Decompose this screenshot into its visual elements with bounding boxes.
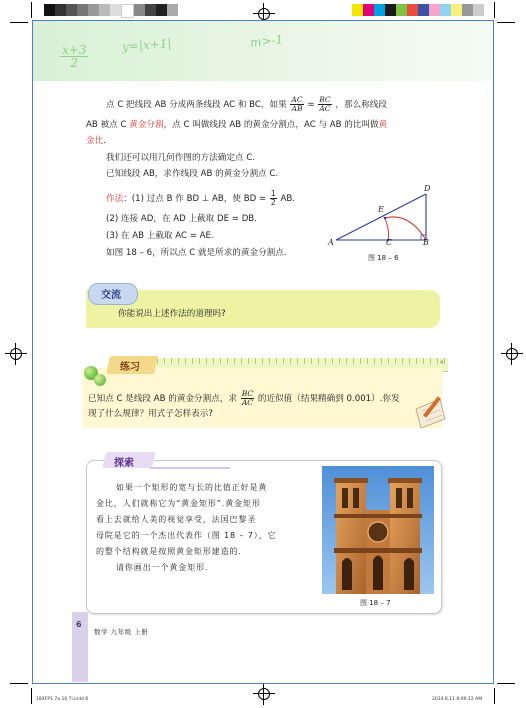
banner-formula-abs: y=|x+1|	[121, 36, 172, 54]
explore-text-line: 请你画出一个黄金矩形.	[116, 563, 209, 572]
practice-tick-number: 4	[440, 360, 444, 366]
figure-label-a: A	[328, 238, 334, 247]
explore-title: 探索	[114, 458, 134, 469]
paragraph-line: 金比.	[86, 136, 106, 146]
file-info: 18XFP1 7a 10 7i.indd 6	[36, 697, 89, 702]
book-title: 数学 九年级 上册	[94, 628, 149, 636]
construction-conclusion: 如图 18 – 6，所以点 C 就是所求的黄金分割点.	[106, 248, 287, 258]
notre-dame-photo	[322, 466, 434, 594]
construction-label: 作法	[106, 194, 124, 204]
figure-label-e: E	[378, 205, 384, 214]
registration-mark-left	[5, 343, 27, 365]
figure-18-6	[326, 182, 436, 262]
crop-mark	[494, 688, 495, 704]
paragraph-line: AB 被点 C 黄金分割，点 C 叫做线段 AB 的黄金分割点，AC 与 AB 的比叫做黄	[86, 120, 388, 130]
explore-text-line: 如果一个矩形的宽与长的比值正好是黄	[116, 483, 268, 492]
segment-ad	[336, 194, 426, 240]
timestamp: 2014.8.11 8:09:12 AM	[432, 697, 483, 702]
explore-accent-line	[150, 467, 230, 469]
term-golden-ratio: 黄	[378, 120, 388, 130]
figure-label-b: B	[423, 238, 429, 247]
crop-mark	[31, 688, 32, 704]
term-golden-ratio-cont: 金比	[86, 136, 104, 146]
arc-de	[385, 217, 426, 240]
arc-ac	[385, 218, 389, 240]
construction-step-2: (2) 连接 AD，在 AD 上截取 DE = DB.	[106, 214, 257, 224]
green-ball-icon	[94, 374, 106, 386]
figure-label-d: D	[424, 184, 431, 193]
page-number: 6	[76, 620, 82, 629]
explore-text-line: 金比，人们就称它为“黄金矩形”.黄金矩形	[96, 499, 261, 508]
paragraph-line: 已知线段 AB，求作线段 AB 的黄金分割点 C.	[106, 169, 279, 179]
fraction-bc-ac: $\frac{BC}{AC}$	[319, 95, 331, 113]
crop-mark	[31, 2, 32, 18]
banner-formula-fraction: x+3 2	[62, 43, 87, 70]
fraction-bc-ac-practice: $\frac{BC}{AC}$	[241, 389, 254, 407]
practice-question-line: 已知点 C 是线段 AB 的黄金分割点，求 $\frac{BC}{AC}$ 的近似值（结果精确到 0.001）.你发	[88, 389, 400, 407]
crop-mark	[494, 2, 495, 18]
grayscale-bar	[44, 4, 178, 16]
discussion-question: 你能说出上述作法的道理吗?	[118, 309, 226, 319]
construction-step-1: 作法：(1) 过点 B 作 BD ⊥ AB，使 BD = $\frac{1}{2}$ AB.	[106, 189, 295, 207]
discussion-title: 交流	[101, 290, 121, 301]
crop-mark	[10, 22, 28, 23]
construction-step-3: (3) 在 AB 上截取 AC = AE.	[106, 231, 214, 241]
photo-caption: 图 18 – 7	[360, 599, 391, 607]
figure-caption: 图 18 – 6	[368, 254, 399, 262]
fraction-one-half: $\frac{1}{2}$	[270, 189, 276, 207]
term-golden-section: 黄金分割	[129, 120, 164, 130]
fraction-ac-ab: $\frac{AC}{AB}$	[291, 95, 303, 113]
explore-text-line: 的整个结构就是按照黄金矩形建造的.	[96, 547, 242, 556]
pen-and-paper-icon	[412, 395, 448, 429]
crop-mark	[10, 683, 28, 684]
banner-formula-inequality: m>-1	[249, 32, 284, 50]
crop-mark	[497, 683, 515, 684]
registration-mark-right	[501, 343, 523, 365]
paragraph-line: 点 C 把线段 AB 分成两条线段 AC 和 BC，如果 $\frac{AC}{AB}$ = $\frac{BC}{AC}$ ，那么称线段	[106, 95, 387, 113]
practice-question-line: 现了什么规律？用式子怎样表示?	[88, 409, 213, 419]
practice-title: 练习	[120, 362, 140, 373]
explore-text-line: 看上去就给人美的视觉享受，法国巴黎圣	[96, 515, 257, 524]
color-bar	[352, 4, 484, 16]
paragraph-line: 我们还可以用几何作图的方法确定点 C.	[106, 153, 255, 163]
explore-text-line: 母院是它的一个杰出代表作（图 18 – 7），它	[96, 531, 277, 540]
figure-label-c: C	[386, 238, 393, 247]
registration-mark-bottom	[253, 683, 275, 705]
header-banner	[33, 21, 492, 81]
crop-mark	[497, 22, 515, 23]
